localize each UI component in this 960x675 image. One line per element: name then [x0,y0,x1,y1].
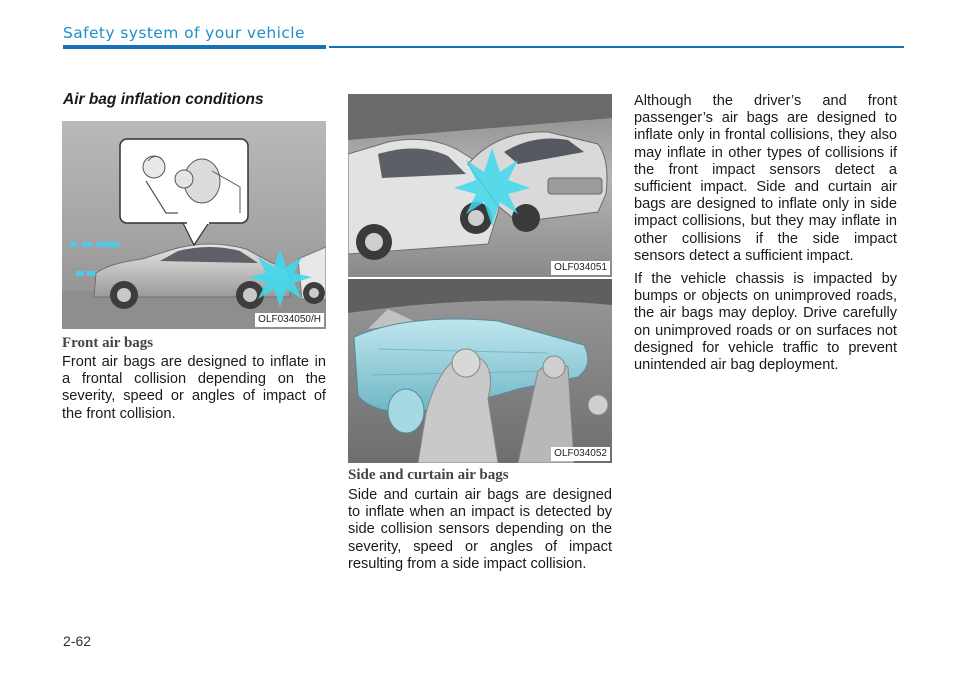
side-airbags-heading: Side and curtain air bags [348,467,509,483]
paragraph: Front air bags are designed to inflate in a frontal collision depending on the severity, speed or angles of impact of the front collision. [62,354,326,422]
figure-label: OLF034051 [551,261,610,275]
angled-collision-illustration [348,94,612,277]
page-number: 2-62 [63,633,92,649]
right-column-text [634,93,897,380]
header-rule [329,46,904,48]
section-title: Air bag inflation conditions [63,91,264,108]
figure-front-collision [62,121,326,329]
front-airbags-heading: Front air bags [62,335,154,351]
figure-label: OLF034052 [551,447,610,461]
curtain-airbag-illustration [348,279,612,463]
paragraph-1: Although the driver’s and front passenger’s air bags are designed to inflate only in frontal collisions, they also may inflate in other types of collisions if the front impact sensors detect a sufficient impact. Side and curtain air bags are designed to inflate only in side impact collisions, but they may inflate in other collisions if the side impact sensors detect a sufficient impact. [634,93,897,264]
front-airbags-text [62,354,326,429]
figure-angled-collision [348,94,612,277]
header-title: Safety system of your vehicle [63,24,305,42]
figure-curtain-airbags [348,279,612,463]
header-bar [63,45,326,49]
front-collision-illustration [62,121,326,329]
side-airbags-text [348,487,612,579]
figure-label: OLF034050/H [255,313,324,327]
paragraph-2: If the vehicle chassis is impacted by bumps or objects on unimproved roads, the air bags may deploy. Drive carefully on unimproved roads or on surfaces not designed for vehicle traffic to prevent unintended air bag deployment. [634,271,897,374]
paragraph: Side and curtain air bags are designed to inflate when an impact is detected by side collision sensors depending on the severity, speed or angles of impact resulting from a side impact collision. [348,487,612,572]
